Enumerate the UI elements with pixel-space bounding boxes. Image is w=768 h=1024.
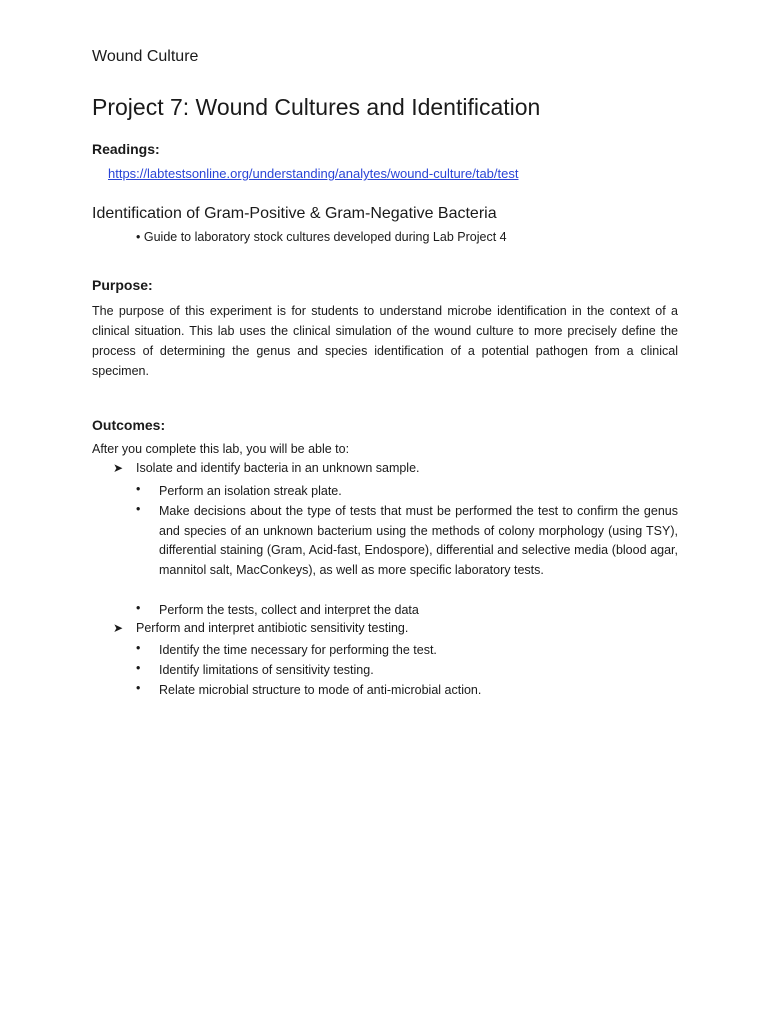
purpose-text: The purpose of this experiment is for students to understand microbe identification in the context of a clinical situation. This lab uses the clinical simulation of the wound culture to more precisely define the process of determining the genus and species identification of a potential pathogen from a clinical specimen. xyxy=(92,304,678,378)
bullet-icon: • xyxy=(136,661,141,675)
readings-heading: Readings: xyxy=(92,141,160,157)
outcome-subitem: Identify limitations of sensitivity testing. xyxy=(159,663,374,677)
arrow-bullet-icon: ➤ xyxy=(113,621,124,635)
outcome-item: Isolate and identify bacteria in an unknown sample. xyxy=(136,461,420,475)
arrow-bullet-icon: ➤ xyxy=(113,461,124,475)
outcome-item: Perform and interpret antibiotic sensitivity testing. xyxy=(136,621,409,635)
identification-bullet-item xyxy=(136,230,507,244)
bullet-icon: • xyxy=(136,641,141,655)
purpose-paragraph xyxy=(92,301,678,381)
outcomes-intro: After you complete this lab, you will be able to: xyxy=(92,442,350,456)
outcomes-heading: Outcomes: xyxy=(92,417,166,433)
outcome-subitem: Perform the tests, collect and interpret the data xyxy=(159,603,419,617)
document-header: Wound Culture xyxy=(92,48,199,65)
outcome-subitem: Identify the time necessary for performing the test. xyxy=(159,643,437,657)
page-title: Project 7: Wound Cultures and Identification xyxy=(92,94,541,120)
outcome-subitem: Perform an isolation streak plate. xyxy=(159,484,342,498)
bullet-icon: • xyxy=(136,482,141,496)
bullet-icon: • xyxy=(136,502,141,516)
identification-bullet-text: Guide to laboratory stock cultures developed during Lab Project 4 xyxy=(143,230,507,244)
readings-link[interactable]: https://labtestsonline.org/understanding/analytes/wound-culture/tab/test xyxy=(108,166,519,181)
outcome-subitem: Make decisions about the type of tests that must be performed the test to confirm the genus and species of an unknown bacterium using the methods of colony morphology (using TSY), differential staining (Gram, Acid-fast, Endospore), differential and selective media (blood agar, mannitol salt, MacConkeys), as well as more specific laboratory tests. xyxy=(159,504,678,577)
bullet-icon: • xyxy=(136,681,141,695)
purpose-heading: Purpose: xyxy=(92,277,153,293)
bullet-icon: • xyxy=(136,230,141,244)
identification-heading: Identification of Gram-Positive & Gram-Negative Bacteria xyxy=(92,205,497,222)
bullet-icon: • xyxy=(136,601,141,615)
outcome-subitem: Relate microbial structure to mode of anti-microbial action. xyxy=(159,683,482,697)
